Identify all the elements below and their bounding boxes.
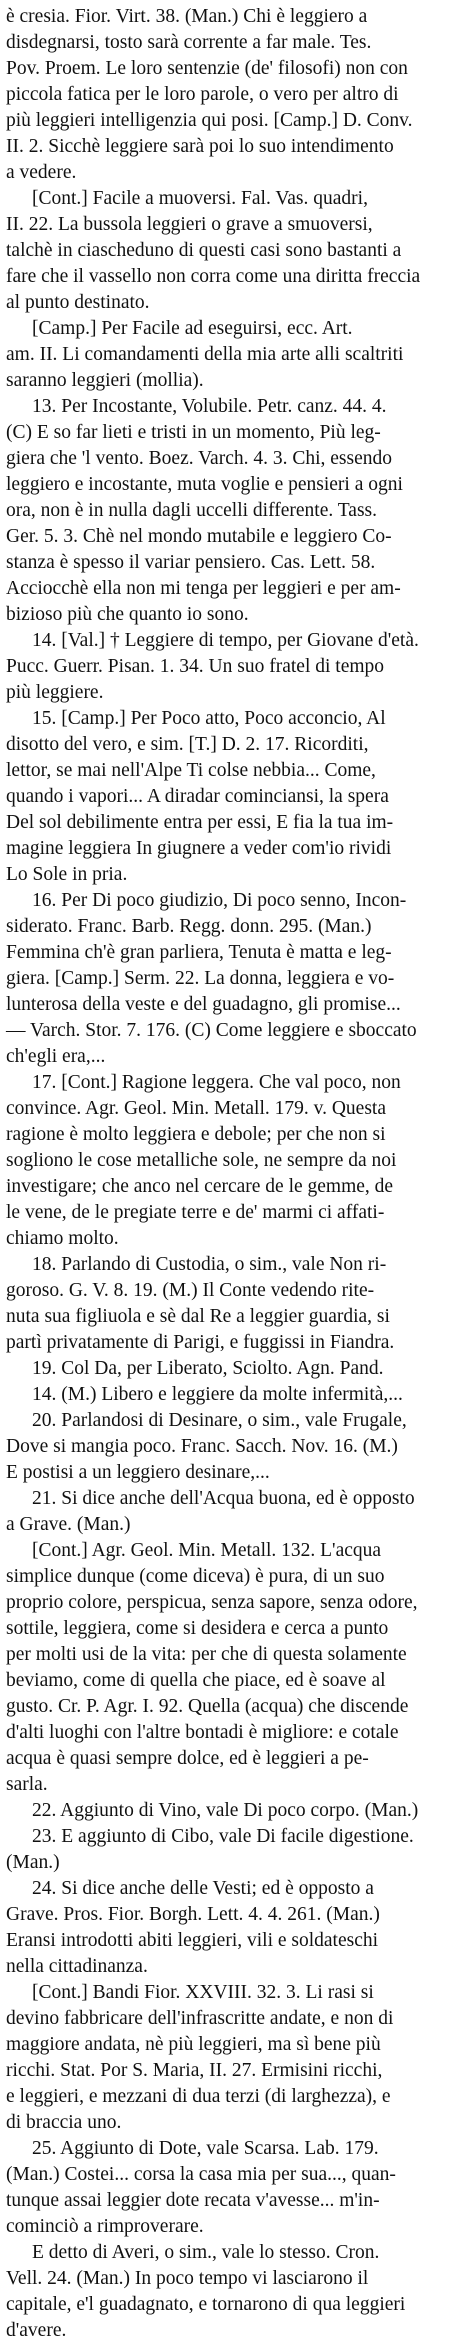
text-line: Ger. 5. 3. Chè nel mondo mutabile e leggiero Co-: [6, 526, 392, 547]
text-line: 19. Col Da, per Liberato, Sciolto. Agn. Pand.: [32, 1358, 384, 1379]
text-line: E detto di Averi, o sim., vale lo stesso. Cron.: [32, 2242, 380, 2263]
text-line: ragione è molto leggiera e debole; per che non si: [6, 1124, 386, 1145]
text-line: partì privatamente di Parigi, e fuggissi in Fiandra.: [6, 1332, 395, 1353]
dictionary-text: [6, 4, 463, 2344]
text-line: più leggieri intelligenzia qui posi. [Camp.] D. Conv.: [6, 110, 413, 131]
text-line: a Grave. (Man.): [6, 1514, 131, 1535]
text-line: lunterosa della veste e del guadagno, gli promise...: [6, 994, 401, 1015]
text-line: II. 22. La bussola leggieri o grave a smuoversi,: [6, 214, 373, 235]
text-line: investigare; che anco nel cercare de le gemme, de: [6, 1176, 394, 1197]
text-line: nuta sua figliuola e sè dal Re a leggier guardia, si: [6, 1306, 390, 1327]
text-line: [Cont.] Bandi Fior. XXVIII. 32. 3. Li rasi si: [32, 1982, 374, 2003]
text-line: piccola fatica per le loro parole, o vero per altro di: [6, 84, 399, 105]
text-line: [Camp.] Per Facile ad eseguirsi, ecc. Art.: [32, 318, 353, 339]
text-line: devino fabbricare dell'infrascritte andate, e non di: [6, 2008, 394, 2029]
text-line: per molti usi de la vita: per che di questa solamente: [6, 1644, 407, 1665]
text-line: [Cont.] Agr. Geol. Min. Metall. 132. L'acqua: [32, 1540, 382, 1561]
text-line: 17. [Cont.] Ragione leggera. Che val poco, non: [32, 1072, 401, 1093]
text-line: bizioso più che quanto io sono.: [6, 604, 249, 625]
text-line: Grave. Pros. Fior. Borgh. Lett. 4. 4. 261. (Man.): [6, 1904, 380, 1925]
text-line: fare che il vassello non corra come una diritta freccia: [6, 266, 421, 287]
text-line: stanza è spesso il variar pensiero. Cas. Lett. 58.: [6, 552, 376, 573]
text-line: Del sol debilimente entra per essi, E fia la tua im-: [6, 812, 394, 833]
text-line: acqua è quasi sempre dolce, ed è leggieri a pe-: [6, 1748, 369, 1769]
text-line: (Man.) Costei... corsa la casa mia per sua..., quan-: [6, 2164, 396, 2185]
text-line: le vene, de le pregiate terre e de' marmi ci affati-: [6, 1202, 385, 1223]
text-line: 25. Aggiunto di Dote, vale Scarsa. Lab. 179.: [32, 2138, 379, 2159]
text-line: 22. Aggiunto di Vino, vale Di poco corpo. (Man.): [32, 1800, 419, 1821]
text-line: proprio colore, perspicua, senza sapore, senza odore,: [6, 1592, 418, 1613]
text-line: 21. Si dice anche dell'Acqua buona, ed è opposto: [32, 1488, 415, 1509]
text-line: goroso. G. V. 8. 19. (M.) Il Conte vedendo rite-: [6, 1280, 375, 1301]
text-line: tunque assai leggier dote recata v'avesse... m'in-: [6, 2190, 380, 2211]
text-line: ch'egli era,...: [6, 1046, 106, 1067]
text-line: disotto del vero, e sim. [T.] D. 2. 17. Ricorditi,: [6, 734, 369, 755]
text-line: II. 2. Sicchè leggiere sarà poi lo suo intendimento: [6, 136, 394, 157]
text-line: 16. Per Di poco giudizio, Di poco senno, Incon-: [32, 890, 407, 911]
text-line: nella cittadinanza.: [6, 1956, 148, 1977]
text-line: 18. Parlando di Custodia, o sim., vale Non ri-: [32, 1254, 387, 1275]
text-line: 14. (M.) Libero e leggiere da molte infermità,...: [32, 1384, 403, 1405]
text-line: a vedere.: [6, 162, 77, 183]
text-line: convince. Agr. Geol. Min. Metall. 179. v. Questa: [6, 1098, 387, 1119]
text-line: (Man.): [6, 1852, 60, 1873]
text-line: Femmina ch'è gran parliera, Tenuta è matta e leg-: [6, 942, 392, 963]
text-line: giera che 'l vento. Boez. Varch. 4. 3. Chi, essendo: [6, 448, 393, 469]
text-line: ora, non è in nulla dagli uccelli differente. Tass.: [6, 500, 378, 521]
text-line: beviamo, come di quella che piace, ed è soave al: [6, 1670, 386, 1691]
text-line: ricchi. Stat. Por S. Maria, II. 27. Ermisini ricchi,: [6, 2060, 383, 2081]
text-line: — Varch. Stor. 7. 176. (C) Come leggiere e sboccato: [6, 1020, 417, 1041]
text-line: giera. [Camp.] Serm. 22. La donna, leggiera e vo-: [6, 968, 395, 989]
text-line: chiamo molto.: [6, 1228, 119, 1249]
text-line: Vell. 24. (Man.) In poco tempo vi lasciarono il: [6, 2268, 369, 2289]
text-line: am. II. Li comandamenti della mia arte alli scaltriti: [6, 344, 404, 365]
text-line: E postisi a un leggiero desinare,...: [6, 1462, 270, 1483]
text-line: gusto. Cr. P. Agr. I. 92. Quella (acqua) che discende: [6, 1696, 409, 1717]
text-line: siderato. Franc. Barb. Regg. donn. 295. (Man.): [6, 916, 372, 937]
text-line: Lo Sole in pria.: [6, 864, 128, 885]
text-line: è cresia. Fior. Virt. 38. (Man.) Chi è leggiero a: [6, 6, 368, 27]
text-line: magine leggiera In giugnere a veder com'io rividi: [6, 838, 392, 859]
text-line: 13. Per Incostante, Volubile. Petr. canz. 44. 4.: [32, 396, 387, 417]
text-line: al punto destinato.: [6, 292, 150, 313]
text-line: leggiero e incostante, muta voglie e pensieri a ogni: [6, 474, 403, 495]
text-line: Acciocchè ella non mi tenga per leggieri e per am-: [6, 578, 401, 599]
text-line: sottile, leggiera, come si desidera e cerca a punto: [6, 1618, 389, 1639]
text-line: maggiore andata, nè più leggieri, ma sì bene più: [6, 2034, 381, 2055]
text-line: lettor, se mai nell'Alpe Ti colse nebbia... Come,: [6, 760, 376, 781]
text-line: [Cont.] Facile a muoversi. Fal. Vas. quadri,: [32, 188, 368, 209]
text-line: sogliono le cose metalliche sole, ne sempre da noi: [6, 1150, 397, 1171]
text-line: 15. [Camp.] Per Poco atto, Poco acconcio, Al: [32, 708, 386, 729]
text-line: d'alti luoghi con l'altre bontadi è migliore: e cotale: [6, 1722, 399, 1743]
text-line: e leggieri, e mezzani di dua terzi (di larghezza), e: [6, 2086, 391, 2107]
text-line: quando i vapori... A diradar cominciansi, la spera: [6, 786, 389, 807]
text-line: 23. E aggiunto di Cibo, vale Di facile digestione.: [32, 1826, 414, 1847]
text-line: talchè in ciascheduno di questi casi sono bastanti a: [6, 240, 402, 261]
text-line: 24. Si dice anche delle Vesti; ed è opposto a: [32, 1878, 374, 1899]
text-line: saranno leggieri (mollia).: [6, 370, 204, 391]
text-line: Dove si mangia poco. Franc. Sacch. Nov. 16. (M.): [6, 1436, 398, 1457]
text-line: simplice dunque (come diceva) è pura, di un suo: [6, 1566, 385, 1587]
text-line: di braccia uno.: [6, 2112, 122, 2133]
text-line: 14. [Val.] † Leggiere di tempo, per Giovane d'età.: [32, 630, 419, 651]
text-line: sarla.: [6, 1774, 48, 1795]
text-line: d'avere.: [6, 2320, 67, 2341]
text-line: Pov. Proem. Le loro sentenzie (de' filosofi) non con: [6, 58, 408, 79]
text-line: Pucc. Guerr. Pisan. 1. 34. Un suo fratel di tempo: [6, 656, 385, 677]
text-line: capitale, e'l guadagnato, e tornarono di qua leggieri: [6, 2294, 406, 2315]
text-line: disdegnarsi, tosto sarà corrente a far male. Tes.: [6, 32, 372, 53]
text-line: Eransi introdotti abiti leggieri, vili e soldateschi: [6, 1930, 379, 1951]
text-line: 20. Parlandosi di Desinare, o sim., vale Frugale,: [32, 1410, 407, 1431]
text-line: più leggiere.: [6, 682, 104, 703]
text-line: (C) E so far lieti e tristi in un momento, Più leg-: [6, 422, 381, 443]
text-line: cominciò a rimproverare.: [6, 2216, 204, 2237]
